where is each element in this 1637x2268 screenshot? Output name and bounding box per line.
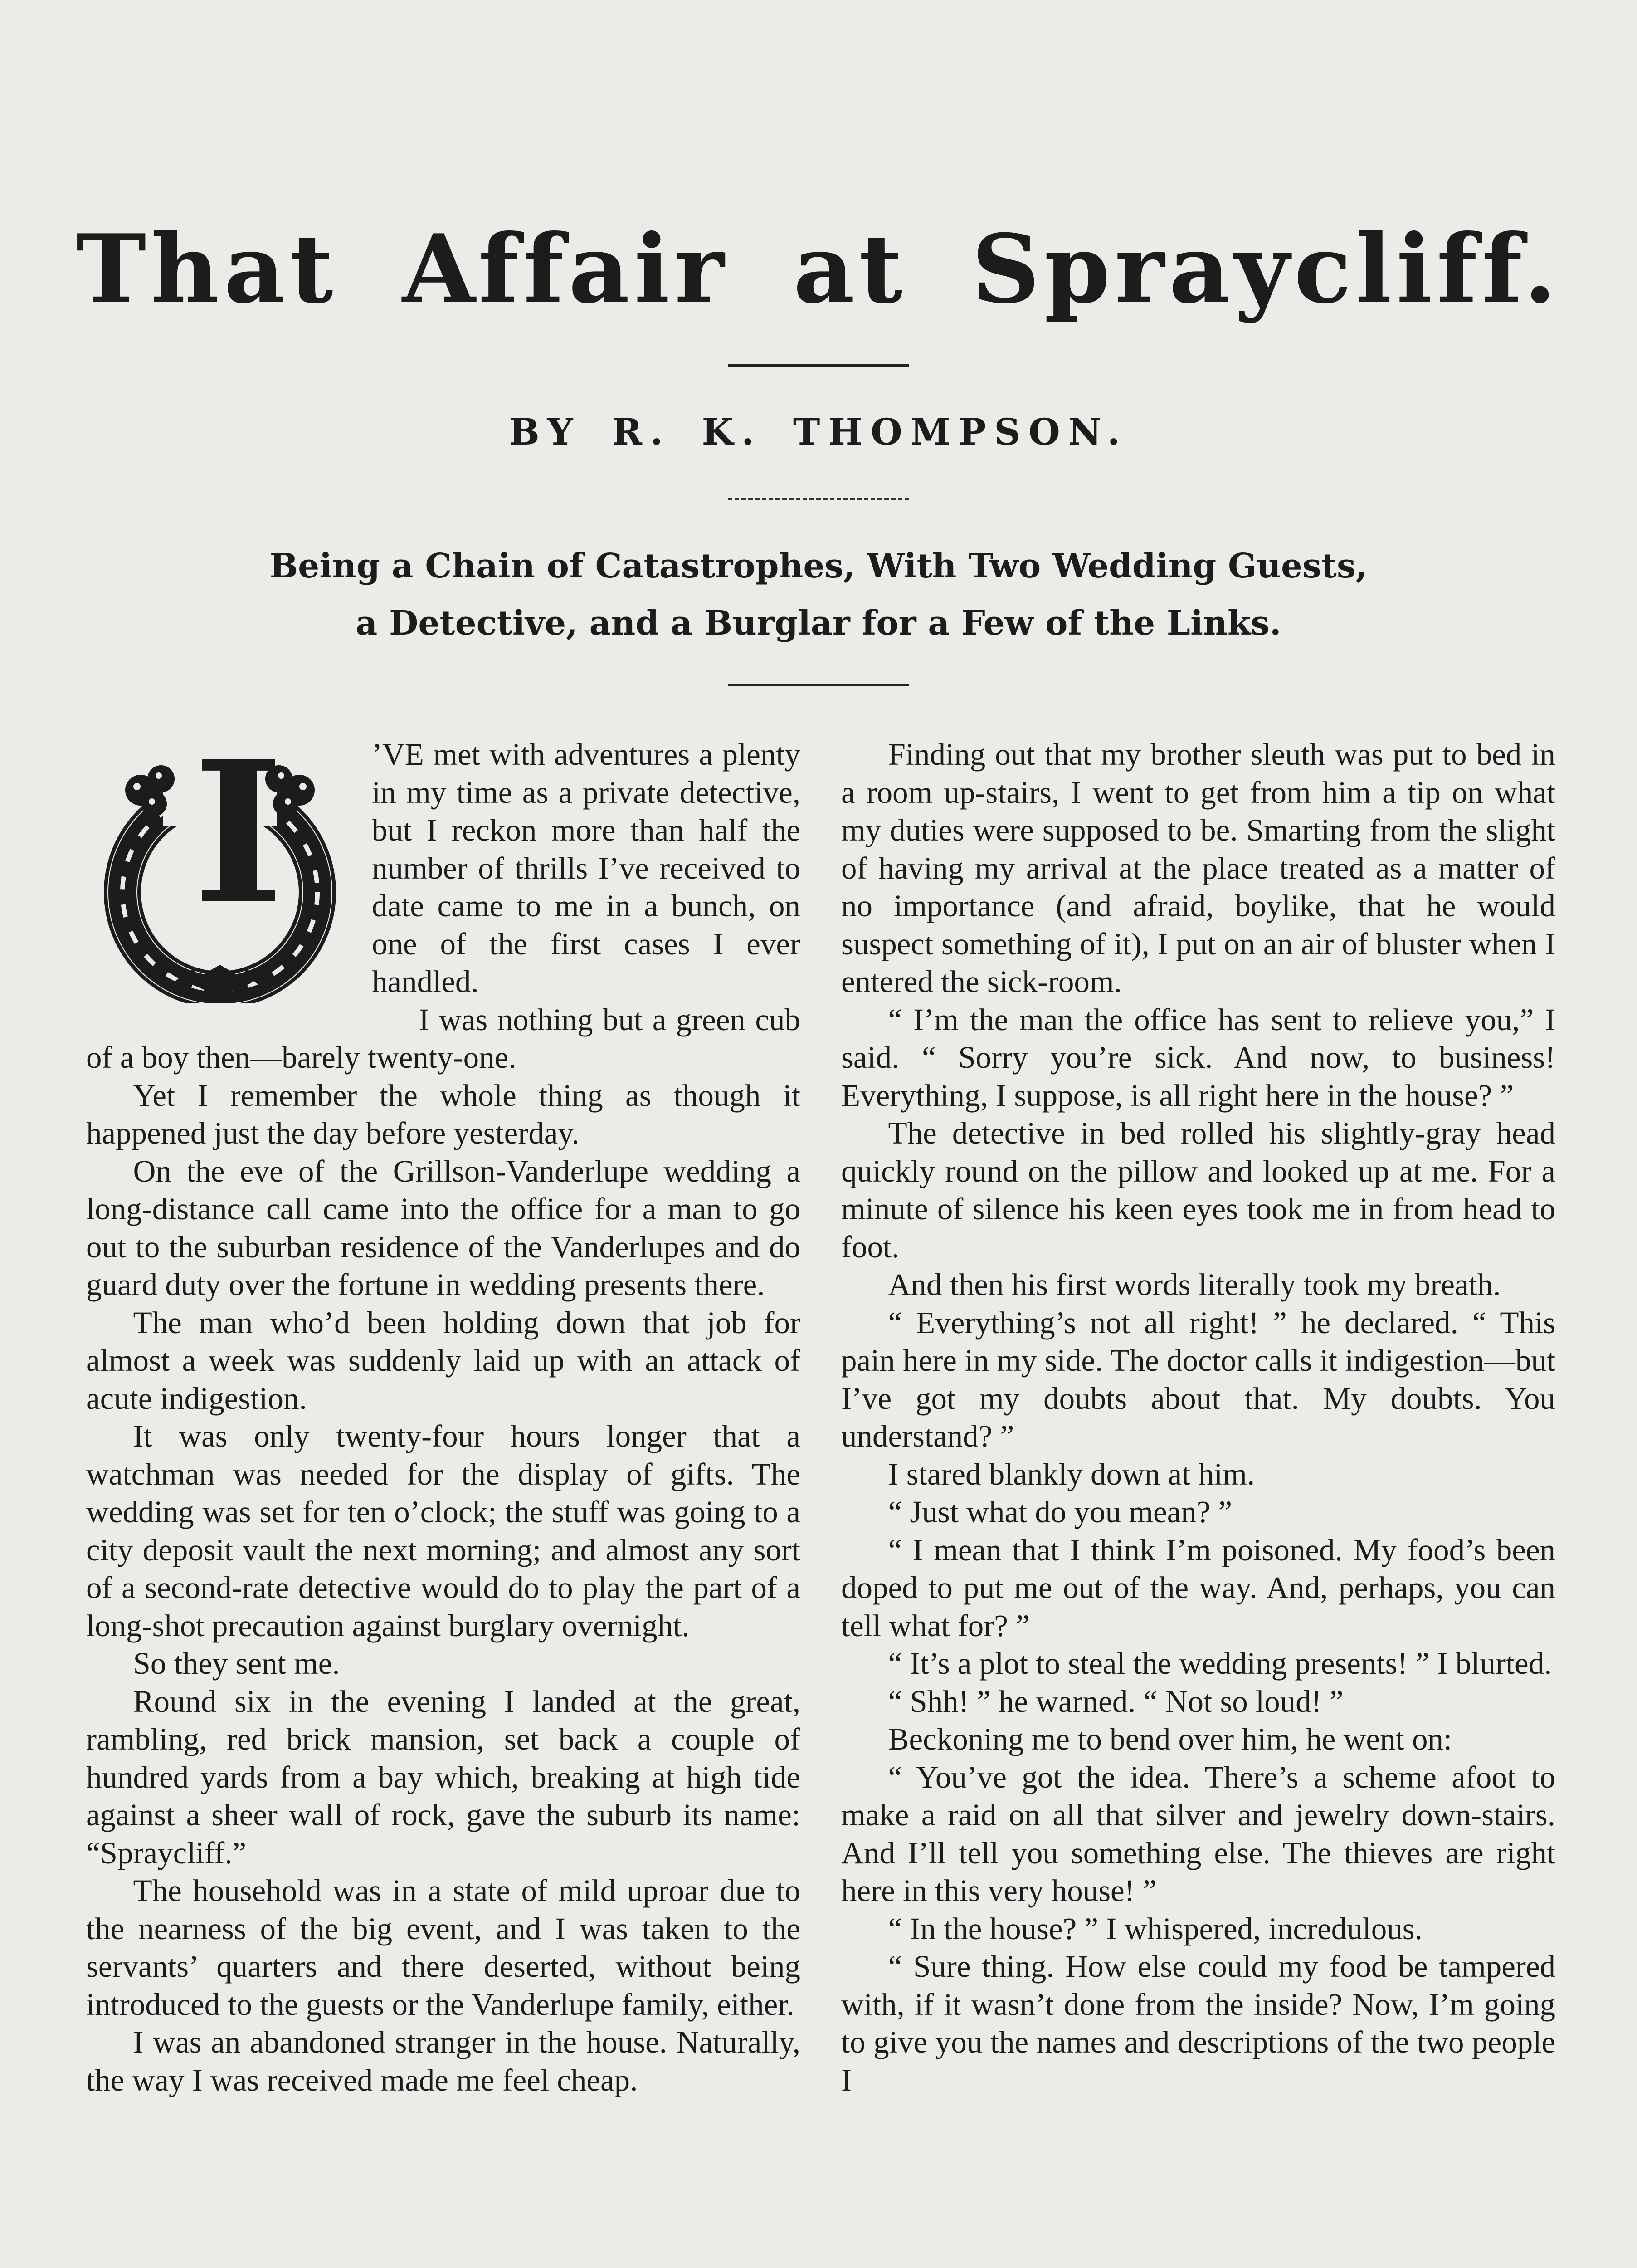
subtitle-line-2: a Detective, and a Burglar for a Few of the Links. — [356, 604, 1281, 643]
paragraph: I was nothing but a green cub of a boy then—barely twenty-one. — [86, 1002, 800, 1075]
subtitle-rule — [728, 684, 909, 686]
paragraph: The man who’d been holding down that job for almost a week was suddenly laid up with an attack of acute indigestion. — [86, 1305, 800, 1416]
paragraph: I stared blankly down at him. — [888, 1457, 1255, 1491]
paragraph: I was an abandoned stranger in the house. Naturally, the way I was received made me feel cheap. — [86, 2025, 800, 2097]
paragraph: “ I’m the man the office has sent to relieve you,” I said. “ Sorry you’re sick. And now, to business! Everything, I suppose, is all right here in the house? ” — [841, 1002, 1555, 1113]
paragraph: Yet I remember the whole thing as though it happened just the day before yesterday. — [86, 1078, 800, 1150]
paragraph: “ Sure thing. How else could my food be tampered with, if it wasn’t done from the inside? Now, I’m going to give you the names and descriptions of the two people I — [841, 1949, 1555, 2097]
byline: BY R. K. THOMPSON. — [509, 411, 1128, 453]
subtitle-line-1: Being a Chain of Catastrophes, With Two Wedding Guests, — [269, 547, 1368, 586]
drop-cap-letter: I — [193, 719, 284, 948]
article-title: That Affair at Spraycliff. — [76, 214, 1561, 325]
paragraph: “ Shh! ” he warned. “ Not so loud! ” — [888, 1684, 1344, 1719]
paragraph: “ Just what do you mean? ” — [888, 1495, 1233, 1529]
title-rule — [728, 364, 909, 367]
paragraph: “ In the house? ” I whispered, incredulous. — [888, 1911, 1423, 1946]
paragraph: Beckoning me to bend over him, he went on: — [888, 1722, 1452, 1756]
paragraph: Finding out that my brother sleuth was put to bed in a room up-stairs, I went to get from him a tip on what my duties were supposed to be. Smarting from the slight of having my arrival at the place treated as a matter of no importance (and afraid, boylike, that he would suspect something of it), I put on an air of bluster when I entered the sick-room. — [841, 737, 1555, 999]
paragraph: The detective in bed rolled his slightly-gray head quickly round on the pillow and looked up at me. For a minute of silence his keen eyes took me in from head to foot. — [841, 1116, 1555, 1264]
paragraph: Round six in the evening I landed at the great, rambling, red brick mansion, set back a couple of hundred yards from a bay which, breaking at high tide against a sheer wall of rock, gave the suburb its name: “Spraycliff.” — [86, 1684, 800, 1870]
paragraph: “ I mean that I think I’m poisoned. My food’s been doped to put me out of the way. And, perhaps, you can tell what for? ” — [841, 1532, 1555, 1643]
subtitle — [172, 538, 1465, 652]
paragraph: On the eve of the Grillson-Vanderlupe wedding a long-distance call came into the office for a man to go out to the suburban residence of the Vanderlupes and do guard duty over the fortune in wedding presents there. — [86, 1154, 800, 1302]
paragraph: It was only twenty-four hours longer that a watchman was needed for the display of gifts. The wedding was set for ten o’clock; the stuff was going to a city deposit vault the next morning; and almost any sort of a second-rate detective would do to play the part of a long-shot precaution against burglary overnight. — [86, 1419, 800, 1643]
left-column — [86, 719, 800, 2099]
byline-rule — [728, 498, 909, 500]
paragraph: So they sent me. — [133, 1646, 340, 1681]
paragraph: The household was in a state of mild uproar due to the nearness of the big event, and I was taken to the servants’ quarters and there deserted, without being introduced to the guests or the Vanderlupe family, either. — [86, 1873, 800, 2022]
paragraph: “ You’ve got the idea. There’s a scheme afoot to make a raid on all that silver and jewelry down-stairs. And I’ll tell you something else. The thieves are right here in this very house! ” — [841, 1760, 1555, 1908]
paragraph: And then his first words literally took my breath. — [888, 1267, 1501, 1302]
right-column — [841, 736, 1555, 2099]
paragraph-opening: I ’VE met with adventures a plenty in my time as a private detective, but I reckon more than half the number of thrills I’ve received to date came to me in a bunch, on one of the first cases I ever handled. — [193, 719, 800, 999]
paragraph: “ Everything’s not all right! ” he declared. “ This pain here in my side. The doctor calls it indigestion—but I’ve got my doubts about that. My doubts. You understand? ” — [841, 1305, 1555, 1453]
paragraph: “ It’s a plot to steal the wedding presents! ” I blurted. — [888, 1646, 1552, 1681]
